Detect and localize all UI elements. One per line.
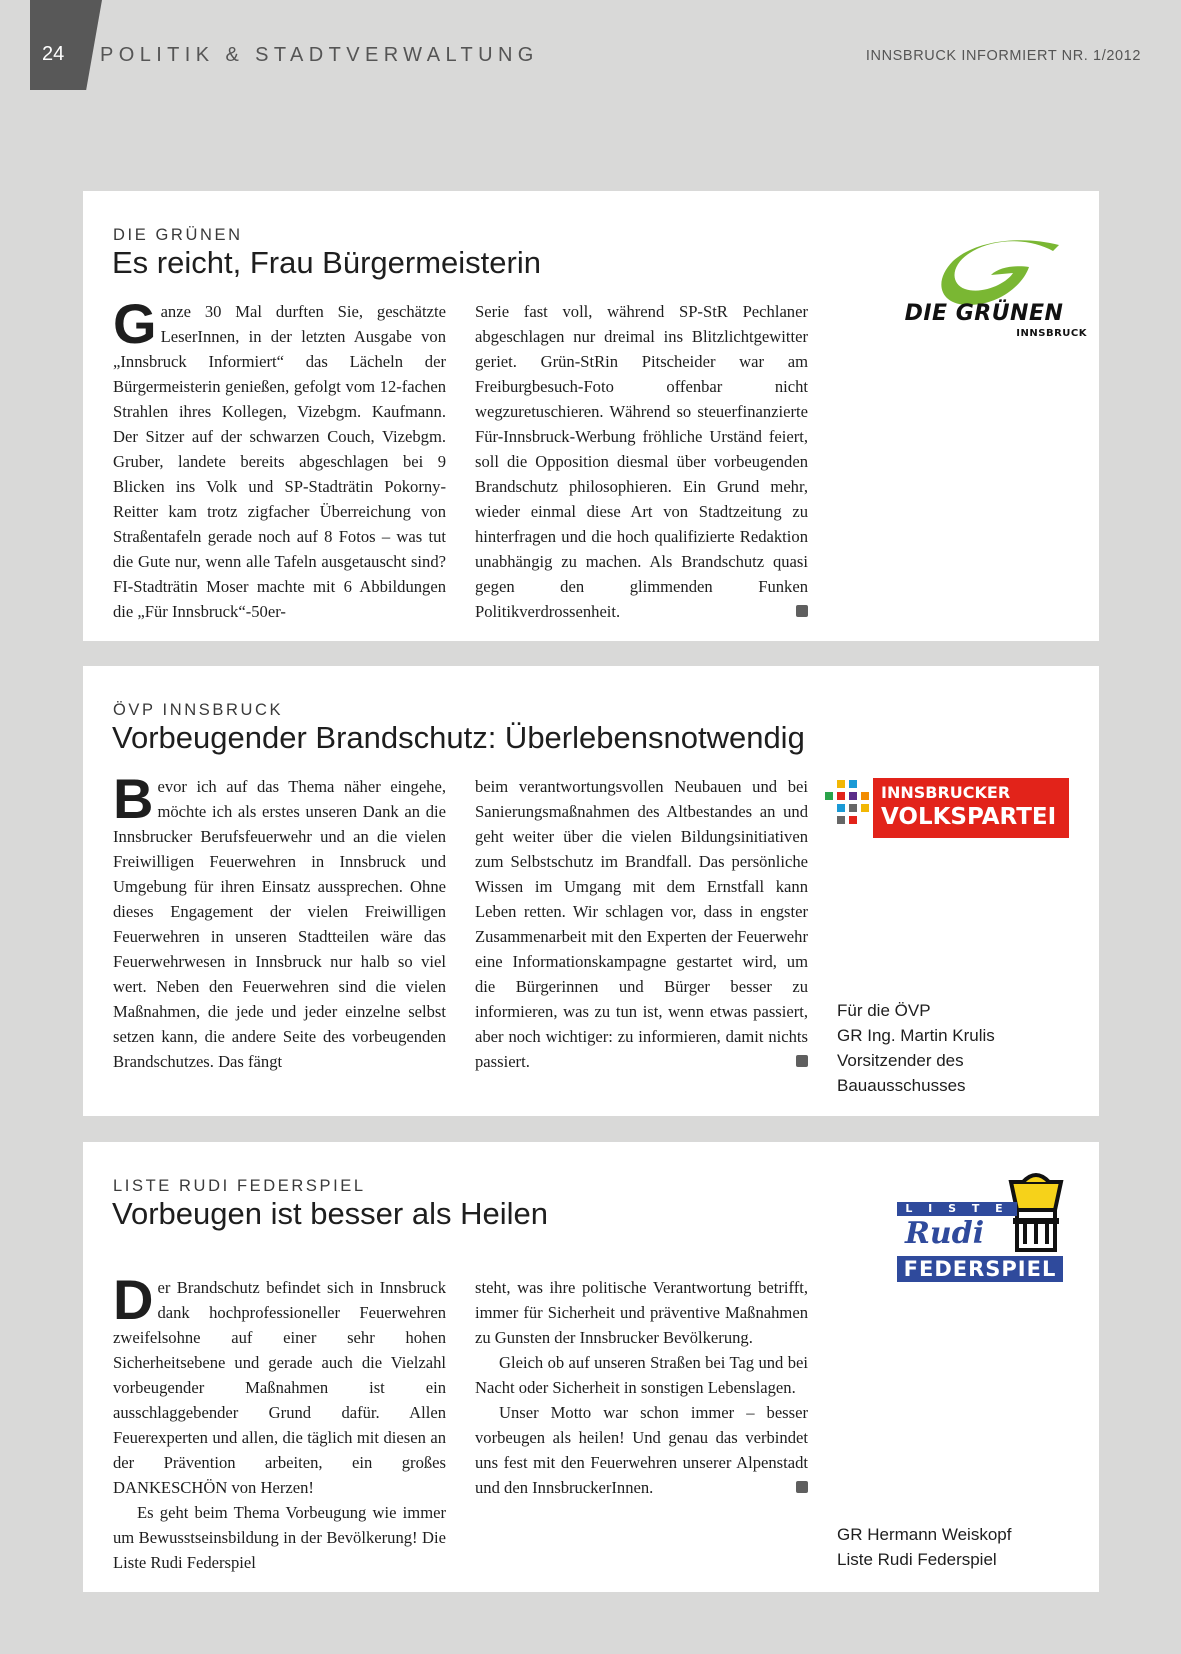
issue-label: INNSBRUCK INFORMIERT NR. 1/2012: [865, 48, 1141, 64]
drop-cap: B: [113, 767, 154, 830]
article-column-1: Bevor ich auf das Thema näher eingehe, möchte ich als erstes unseren Dank an die Innsbrucker Berufsfeuerwehr und an die vielen Freiwilligen Feuerwehren in Innsbruck und Umgebung für ihren Einsatz aussprechen. Ohne dieses Engagement der vielen Freiwilligen Feuerwehren in unseren Stadtteilen wäre das Feuerwehrwesen in Innsbruck nur halb so viel wert. Neben den Feuerwehren sind die vielen Maßnahmen, die jede und jeder einzelne selbst setzen kann, die andere Seite des vorbeugenden Brandschutzes. Das fängt: [113, 767, 446, 1071]
federspiel-logo-rudi: Rudi: [905, 1216, 985, 1251]
page-number-tab: [30, 0, 102, 90]
article-column-1: Der Brandschutz befindet sich in Innsbruck dank hochprofessioneller Feuerwehren zweifelsohne auf einer sehr hohen Sicherheitsebene und gerade auch die Vielzahl vorbeugender Maßnahmen ist ein ausschlaggebender Grund dafür. Allen Feuerexperten und allen, die täglich mit diesen an der Prävention arbeiten, ein großes DANKESCHÖN von Herzen! Es geht beim Thema Vorbeugung wie immer um Bewusstseinsbildung in der Bevölkerung! Die Liste Rudi Federspiel: [113, 1268, 446, 1572]
article-signature: Für die ÖVP GR Ing. Martin Krulis Vorsitzender des Bauausschusses: [837, 1001, 995, 1095]
article-headline: Es reicht, Frau Bürgermeisterin: [112, 245, 541, 280]
article-column-2: steht, was ihre politische Verantwortung betrifft, immer für Sicherheit und präventive Maßnahmen zu Gunsten der Innsbrucker Bevölkerung. Gleich ob auf unseren Straßen bei Tag und bei Nacht oder Sicherheit in sonstigen Lebenslagen. Unser Motto war schon immer – besser vorbeugen als heilen! Und genau das verbindet uns fest mit den Feuerwehren unserer Alpenstadt und den InnsbruckerInnen.: [475, 1278, 808, 1497]
drop-cap: D: [113, 1268, 154, 1331]
article-column-2: beim verantwortungsvollen Neubauen und bei Sanierungsmaßnahmen des Altbestandes an und geht weiter über die vielen Bildungsinitiativen zum Selbstschutz im Brandfall. Das persönliche Wissen im Umgang mit dem Ernstfall kann Leben retten. Wir schlagen vor, dass in engster Zusammenarbeit mit den Experten der Feuerwehr eine Informationskampagne gestartet wird, um die Bürgerinnen und Bürger besser zu informieren, was zu tun ist, wenn etwas passiert, aber noch wichtiger: zu informieren, damit nichts passiert.: [475, 777, 808, 1071]
article-federspiel: [83, 1142, 1099, 1592]
federspiel-logo: [893, 1168, 1073, 1284]
article-column-1: Ganze 30 Mal durften Sie, geschätzte LeserInnen, in der letzten Ausgabe von „Innsbruck Informiert“ das Lächeln der Bürgermeisterin genießen, gefolgt vom 12-fachen Strahlen ihres Kollegen, Vizebgm. Kaufmann. Der Sitzer auf der schwarzen Couch, Vizebgm. Gruber, landete bereits abgeschlagen bei 9 Blicken ins Volk und SP-Stadträtin Pokorny-Reitter kam trotz zigfacher Überreichung von Straßentafeln gerade noch auf 8 Fotos – was tut die Gute nur, wenn alle Tafeln ausgetauscht sind? FI-Stadträtin Moser machte mit 6 Abbildungen die „Für Innsbruck“-50er-: [113, 292, 446, 621]
oevp-logo: [825, 776, 1075, 840]
oevp-logo-banner: [873, 778, 1069, 838]
gruene-logo-text: DIE GRÜNEN: [904, 301, 1064, 326]
gruene-logo-subtext: INNSBRUCK: [1016, 328, 1087, 339]
drop-cap: G: [113, 292, 157, 355]
end-mark: [796, 1055, 808, 1067]
article-column-2: Serie fast voll, während SP-StR Pechlaner abgeschlagen nur dreimal ins Blitzlichtgewitter geriet. Grün-StRin Pitscheider war am Freiburgbesuch-Foto offenbar nicht wegzuretuschieren. Während so steuerfinanzierte Für-Innsbruck-Werbung fröhliche Urständ feiert, soll die Opposition diesmal über vorbeugenden Brandschutz philosophieren. Ein Grund mehr, wieder einmal diese Art von Stadtzeitung zu hinterfragen und die hoch qualifizierte Redaktion unabhängig zu machen. Als Brandschutz quasi gegen den glimmenden Funken Politikverdrossenheit.: [475, 302, 808, 621]
article-kicker: ÖVP INNSBRUCK: [113, 701, 284, 719]
end-mark: [796, 1481, 808, 1493]
oevp-logo-line1: INNSBRUCKER: [881, 783, 1011, 802]
federspiel-logo-liste: L I S T E: [897, 1202, 1017, 1216]
section-title: POLITIK & STADTVERWALTUNG: [100, 44, 539, 66]
article-kicker: DIE GRÜNEN: [113, 226, 243, 244]
article-signature: GR Hermann Weiskopf Liste Rudi Federspiel: [837, 1525, 1012, 1569]
oevp-logo-line2: VOLKSPARTEI: [881, 804, 1057, 830]
page-number: 24: [42, 43, 65, 65]
end-mark: [796, 605, 808, 617]
article-headline: Vorbeugender Brandschutz: Überlebensnotwendig: [112, 720, 805, 755]
article-gruene: [83, 191, 1099, 641]
gruene-logo: [903, 221, 1087, 341]
oevp-dots-icon: [825, 780, 873, 836]
article-oevp: [83, 666, 1099, 1116]
article-kicker: LISTE RUDI FEDERSPIEL: [113, 1177, 366, 1195]
federspiel-logo-name: FEDERSPIEL: [897, 1256, 1063, 1282]
article-headline: Vorbeugen ist besser als Heilen: [112, 1196, 548, 1231]
